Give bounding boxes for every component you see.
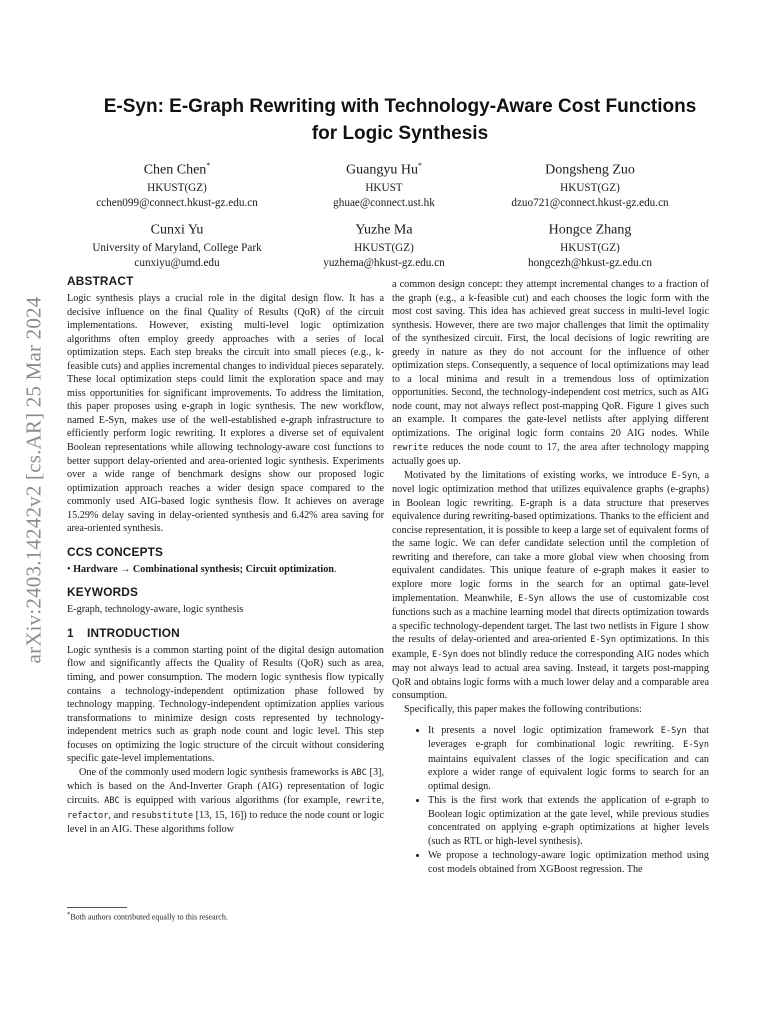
arxiv-identifier-text: arXiv:2403.14242v2 [cs.AR] 25 Mar 2024 <box>21 296 46 664</box>
author-email: dzuo721@connect.hkust-gz.edu.cn <box>511 196 669 209</box>
author-name: Dongsheng Zuo <box>545 162 635 178</box>
footnote-rule <box>67 907 127 908</box>
author-email: yuzhema@hkust-gz.edu.cn <box>323 256 445 269</box>
author-affiliation: University of Maryland, College Park <box>92 241 262 254</box>
author-affiliation: HKUST(GZ) <box>560 241 620 254</box>
author-name: Hongce Zhang <box>548 222 632 238</box>
author-email: ghuae@connect.ust.hk <box>333 196 435 209</box>
abstract-text: Logic synthesis plays a crucial role in the digital design flow. It has a decisive influence on the final Quality of Results (QoR) of the circuit implementations. However, existing multi-level logic optimization algorithms often employ greedy approaches with a series of local optimization steps. Each step breaks the circuit into small pieces (e.g., k-feasible cuts) and applies incremental changes to individual pieces separately. These local optimization steps could limit the exploration space and may miss opportunities for significant improvements. To address the limitation, this paper proposes using e-graph in logic synthesis. The new workflow, named E-Syn, makes use of the well-established e-graph infrastructure to efficiently perform logic rewriting. It explores a diverse set of equivalent Boolean representations while allowing technology-aware cost functions to better support delay-oriented and area-oriented logic synthesis. Experiments over a wide range of benchmark designs show our proposed logic optimization approach reaches a wider design space compared to the commonly used AIG-based logic synthesis flow. It achieves on average 15.29% delay saving in delay-oriented synthesis and 6.42% area saving for area-oriented synthesis. <box>67 293 384 535</box>
author-email: cchen099@connect.hkust-gz.edu.cn <box>96 196 258 209</box>
contribution-item: • We propose a technology-aware logic optimization method using cost models obtained from XGBoost regression. The <box>428 849 709 876</box>
footnote: *Both authors contributed equally to this research. <box>67 911 228 922</box>
author-affiliation: HKUST(GZ) <box>560 181 620 194</box>
title-line-1: E-Syn: E-Graph Rewriting with Technology-Aware Cost Functions <box>103 96 697 117</box>
keywords-text: E-graph, technology-aware, logic synthesis <box>67 604 244 616</box>
contribution-item: • This is the first work that extends the application of e-graph to Boolean logic optimization at the gate level, while previous studies concentrated on applying e-graph optimizations at higher levels (such as RTL or high-level synthesis). <box>428 794 709 848</box>
introduction-heading: 1 INTRODUCTION <box>67 625 180 640</box>
right-column <box>392 278 709 878</box>
intro-paragraph-1: Logic synthesis is a common starting point of the digital design automation flow and significantly affects the Quality of Results (QoR) such as area, timing, and power consumption. The modern logic synthesis flow typically contains a technology-independent optimization phase followed by technology mapping. Technology-independent optimization applies various transformations to minimize design costs represented by technology-independent metrics such as graph node count and logic level. This step focuses on optimizing the logic structure of the circuit without considering specific gate-level implementations. <box>67 644 384 765</box>
author-name: Cunxi Yu <box>150 222 204 238</box>
paper-title <box>60 93 740 147</box>
author-email: cunxiyu@umd.edu <box>134 256 220 269</box>
contribution-item: • It presents a novel logic optimization framework E-Syn that leverages e-graph for combinational logic rewriting. E-Syn maintains equivalent classes of the logic specification and can explore a wider range of equivalent logic forms to search for an optimal design. <box>428 724 709 794</box>
intro-paragraph-2: One of the commonly used modern logic synthesis frameworks is ABC [3], which is based on the And-Inverter Graph (AIG) representation of logic circuits. ABC is equipped with various algorithms (for example, rewrite, refactor, and resubstitute [13, 15, 16]) to reduce the node count or logic level in an AIG. These algorithms follow <box>67 766 384 836</box>
abstract-heading: ABSTRACT <box>67 274 134 288</box>
author-email: hongcezh@hkust-gz.edu.cn <box>527 256 652 269</box>
author-name: Guangyu Hu* <box>346 161 422 178</box>
author-affiliation: HKUST(GZ) <box>354 241 414 254</box>
body-paragraph-1: a common design concept: they attempt incremental changes to a fraction of the graph (e.g., a k-feasible cut) and each chooses the logic form with the most cost saving. This idea has achieved great success in multi-level logic synthesis. However, there are two major challenges that limit the optimality of the synthesized circuit. First, the local decisions of logic rewriting are greedy in nature as they do not account for the influence of other optimization steps. Consequently, a sequence of local optimizations may lead to a local minima and result in a tremendous loss of optimization opportunities. Second, the technology-independent cost metrics, such as AIG node count, may not always reflect post-mapping QoR. Figure 1 gives such an example. It compares the gate-level netlists after applying different optimizations. The original logic form contains 20 AIG nodes. While rewrite reduces the node count to 17, the area after technology mapping actually goes up. <box>392 279 709 468</box>
ccs-heading: CCS CONCEPTS <box>67 544 164 559</box>
left-column <box>67 274 384 837</box>
author-affiliation: HKUST <box>365 181 403 194</box>
author-name: Yuzhe Ma <box>355 222 413 238</box>
author-block-6 <box>465 216 715 271</box>
body-paragraph-2: Motivated by the limitations of existing works, we introduce E-Syn, a novel logic optimization method that utilizes equivalence graphs (e-graphs) in Boolean logic rewriting. E-graph is a data structure that preserves equivalence during rewriting-based optimizations. Thanks to the efficient and concise representation, it is possible to keep a large set of equivalent forms of the same logic. We can defer candidate selection until the completion of rewriting and therefore, can take a more global view when choosing from equivalent candidates. This unique feature of e-graph makes it easier to explore more logic forms in the search for an optimal gate-level implementation. Meanwhile, E-Syn allows the use of customizable cost functions such as a machine learning model that directs optimization towards a specific technology-dependent target. The last two netlists in Figure 1 show the results of delay-oriented and area-oriented E-Syn optimizations. In this example, E-Syn does not blindly reduce the corresponding AIG nodes which may not always lead to actual area saving. Instead, it targets post-mapping QoR and obtains logic forms with a much lower delay and a comparable area consumption. <box>392 469 709 702</box>
contributions-intro: Specifically, this paper makes the following contributions: <box>404 703 642 715</box>
author-affiliation: HKUST(GZ) <box>147 181 207 194</box>
contributions-list <box>392 724 709 877</box>
keywords-heading: KEYWORDS <box>67 585 139 600</box>
title-line-2: for Logic Synthesis <box>311 123 489 144</box>
ccs-concepts: • Hardware → Combinational synthesis; Circuit optimization. <box>67 563 337 575</box>
author-name: Chen Chen* <box>143 161 211 178</box>
author-block-3 <box>465 156 715 211</box>
